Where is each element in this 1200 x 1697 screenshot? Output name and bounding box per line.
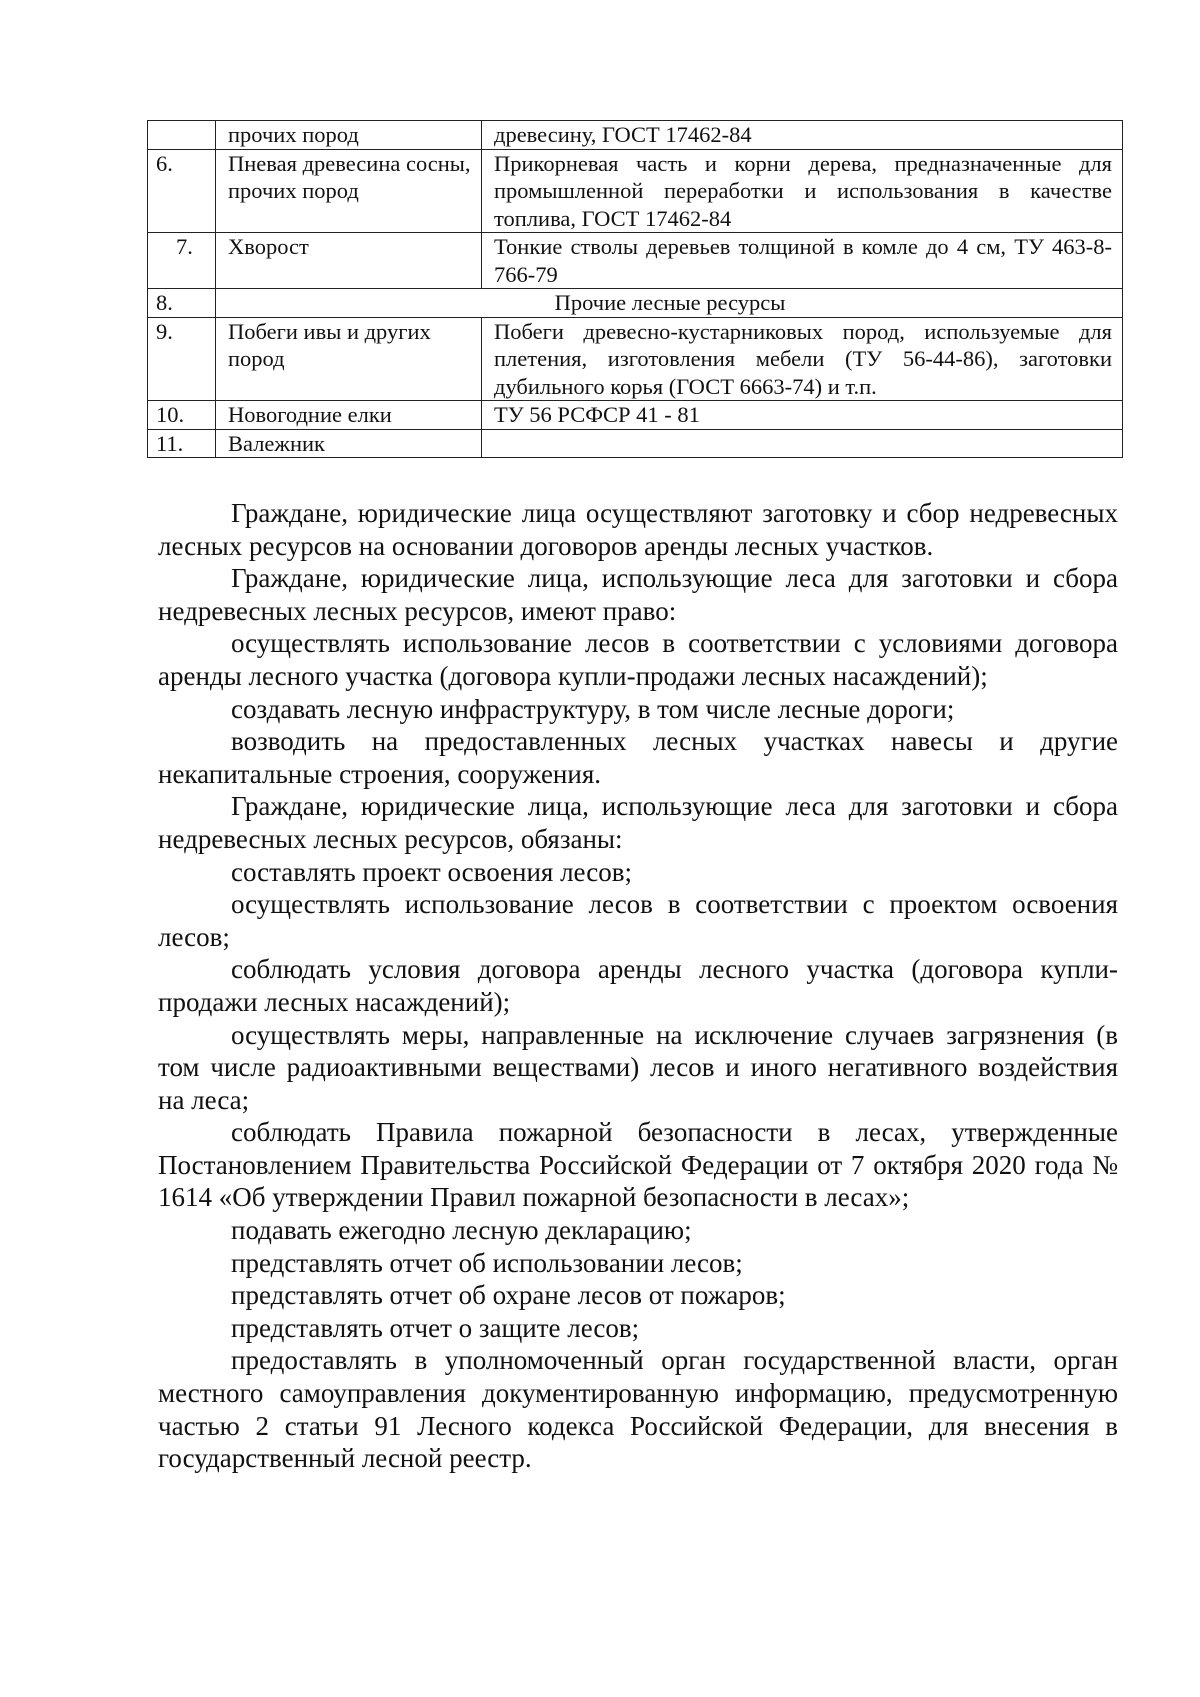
- resource-name: прочих пород: [216, 121, 482, 150]
- table-row: [148, 289, 1123, 318]
- row-number: 9.: [148, 317, 216, 401]
- resource-description: ТУ 56 РСФСР 41 - 81: [482, 401, 1123, 430]
- resource-description: Побеги древесно-кустарниковых пород, используемые для плетения, изготовления мебели (ТУ 56-44-86), заготовки дубильного корья (ГОСТ 6663-74) и т.п.: [482, 317, 1123, 401]
- resource-name: Новогодние елки: [216, 401, 482, 430]
- row-number: 8.: [148, 289, 216, 318]
- table-row: [148, 401, 1123, 430]
- paragraph: создавать лесную инфраструктуру, в том числе лесные дороги;: [231, 693, 955, 724]
- section-heading: Прочие лесные ресурсы: [216, 289, 1123, 318]
- forest-resources-table: [147, 120, 1123, 458]
- paragraph: осуществлять меры, направленные на исключение случаев загрязнения (в том числе радиоактивными веществами) лесов и иного негативного воздействия на леса;: [158, 1019, 1118, 1115]
- paragraph: возводить на предоставленных лесных участках навесы и другие некапитальные строения, сооружения.: [158, 726, 1118, 789]
- resource-name: Пневая древесина сосны, прочих пород: [216, 149, 482, 233]
- paragraph: осуществлять использование лесов в соответствии с условиями договора аренды лесного участка (договора купли-продажи лесных насаждений);: [158, 628, 1118, 691]
- paragraph: предоставлять в уполномоченный орган государственной власти, орган местного самоуправления документированную информацию, предусмотренную частью 2 статьи 91 Лесного кодекса Российской Федерации, для внесения в государственный лесной реестр.: [158, 1345, 1118, 1474]
- table-row: [148, 317, 1123, 401]
- row-number: [148, 121, 216, 150]
- row-number: 10.: [148, 401, 216, 430]
- paragraph: представлять отчет о защите лесов;: [231, 1312, 640, 1343]
- table-row: [148, 233, 1123, 289]
- table-row: [148, 121, 1123, 150]
- row-number: 11.: [148, 429, 216, 458]
- paragraph: осуществлять использование лесов в соответствии с проектом освоения лесов;: [158, 889, 1118, 952]
- paragraph: Граждане, юридические лица, использующие леса для заготовки и сбора недревесных лесных ресурсов, имеют право:: [158, 563, 1118, 626]
- paragraph: представлять отчет об охране лесов от пожаров;: [231, 1280, 786, 1311]
- paragraph: соблюдать Правила пожарной безопасности в лесах, утвержденные Постановлением Правительства Российской Федерации от 7 октября 2020 года № 1614 «Об утверждении Правил пожарной безопасности в лесах»;: [158, 1117, 1118, 1213]
- resource-description: [482, 429, 1123, 458]
- paragraph: составлять проект освоения лесов;: [231, 856, 632, 887]
- resource-name: Побеги ивы и других пород: [216, 317, 482, 401]
- body-text: [158, 497, 1118, 1475]
- paragraph: Граждане, юридические лица осуществляют заготовку и сбор недревесных лесных ресурсов на основании договоров аренды лесных участков.: [158, 498, 1118, 561]
- paragraph: Граждане, юридические лица, использующие леса для заготовки и сбора недревесных лесных ресурсов, обязаны:: [158, 791, 1118, 854]
- resource-description: Тонкие стволы деревьев толщиной в комле до 4 см, ТУ 463-8-766-79: [482, 233, 1123, 289]
- paragraph: подавать ежегодно лесную декларацию;: [231, 1215, 692, 1246]
- resource-name: Хворост: [216, 233, 482, 289]
- table-row: [148, 429, 1123, 458]
- paragraph: представлять отчет об использовании лесов;: [231, 1247, 743, 1278]
- resource-description: древесину, ГОСТ 17462-84: [482, 121, 1123, 150]
- resource-name: Валежник: [216, 429, 482, 458]
- paragraph: соблюдать условия договора аренды лесного участка (договора купли-продажи лесных насаждений);: [158, 954, 1118, 1017]
- row-number: 7.: [148, 233, 216, 289]
- table-row: [148, 149, 1123, 233]
- resource-description: Прикорневая часть и корни дерева, предназначенные для промышленной переработки и использования в качестве топлива, ГОСТ 17462-84: [482, 149, 1123, 233]
- row-number: 6.: [148, 149, 216, 233]
